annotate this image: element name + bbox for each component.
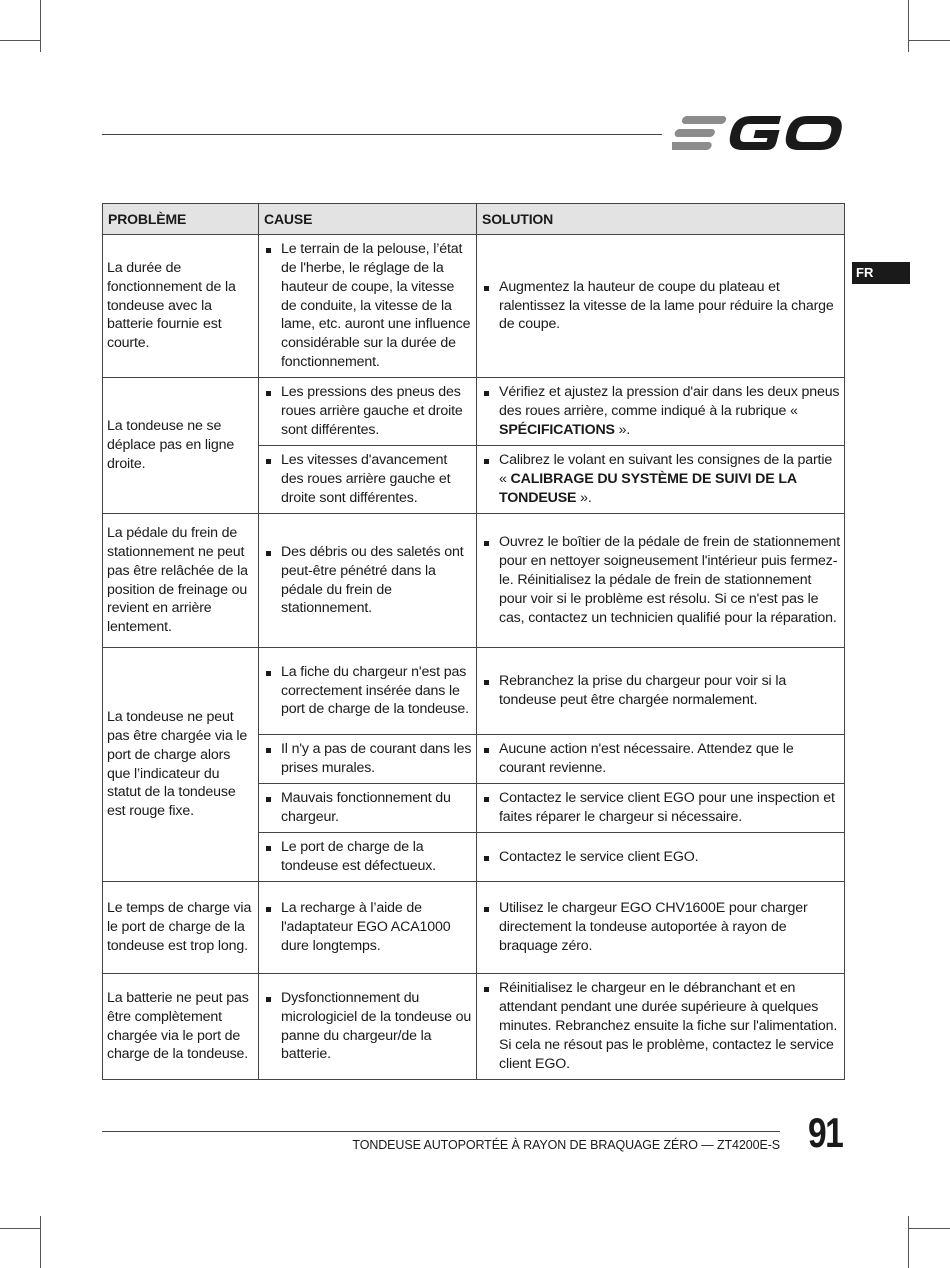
header-solution: SOLUTION	[477, 204, 845, 235]
crop-mark	[40, 0, 41, 52]
crop-mark	[40, 1216, 41, 1268]
bullet-icon	[266, 748, 271, 753]
crop-mark	[908, 0, 909, 52]
solution-text	[499, 451, 840, 508]
bullet-icon	[266, 997, 271, 1002]
solution-cell	[477, 974, 845, 1080]
table-row	[103, 378, 845, 446]
cause-text: Le port de charge de la tondeuse est défectueux.	[281, 839, 436, 874]
bullet-icon	[484, 987, 489, 992]
bullet-icon	[266, 551, 271, 556]
bullet-icon	[484, 748, 489, 753]
cause-cell	[259, 514, 477, 648]
bullet-icon	[266, 391, 271, 396]
bullet-icon	[266, 459, 271, 464]
bullet-icon	[484, 391, 489, 396]
header-rule	[102, 134, 662, 135]
bullet-icon	[484, 286, 489, 291]
bullet-icon	[266, 846, 271, 851]
header-cause: CAUSE	[259, 204, 477, 235]
cause-cell	[259, 446, 477, 514]
problem-cell: La batterie ne peut pas être complètement chargée via le port de charge de la tondeuse.	[103, 974, 259, 1080]
footer-rule	[102, 1131, 780, 1132]
solution-text: Aucune action n'est nécessaire. Attendez que le courant revienne.	[499, 741, 794, 776]
solution-text: Ouvrez le boîtier de la pédale de frein de stationnement pour en nettoyer soigneusement l'intérieur puis fermez-le. Réinitialisez la pédale de frein de stationnement pour voir si le problème est résolu. Si ce n'est pas le cas, contactez un technicien qualifié pour la réparation.	[499, 534, 840, 626]
table-row	[103, 648, 845, 735]
solution-cell	[477, 446, 845, 514]
solution-text: Réinitialisez le chargeur en le débranchant et en attendant pendant une durée supérieure à quelques minutes. Rebranchez ensuite la fiche sur l'alimentation. Si cela ne résout pas le problème, contactez le service client EGO.	[499, 980, 838, 1072]
bullet-icon	[484, 797, 489, 802]
crop-mark	[0, 1228, 40, 1229]
cause-cell	[259, 378, 477, 446]
table-row	[103, 974, 845, 1080]
cause-cell	[259, 974, 477, 1080]
header-problem: PROBLÈME	[103, 204, 259, 235]
cause-cell	[259, 235, 477, 378]
solution-reference: SPÉCIFICATIONS	[499, 421, 615, 438]
solution-cell	[477, 514, 845, 648]
solution-text: Contactez le service client EGO.	[499, 848, 699, 865]
table-row	[103, 235, 845, 378]
solution-cell	[477, 784, 845, 833]
troubleshooting-table	[102, 203, 845, 1080]
solution-reference: CALIBRAGE DU SYSTÈME DE SUIVI DE LA TONDEUSE	[499, 471, 797, 506]
cause-cell	[259, 735, 477, 784]
bullet-icon	[484, 680, 489, 685]
bullet-icon	[484, 907, 489, 912]
cause-text: Les vitesses d'avancement des roues arrière gauche et droite sont différentes.	[281, 452, 451, 506]
solution-cell	[477, 235, 845, 378]
solution-cell	[477, 882, 845, 974]
page-number: 91	[808, 1109, 843, 1156]
problem-cell: Le temps de charge via le port de charge de la tondeuse est trop long.	[103, 882, 259, 974]
problem-cell: La tondeuse ne se déplace pas en ligne droite.	[103, 378, 259, 514]
solution-cell	[477, 378, 845, 446]
crop-mark	[908, 40, 950, 41]
solution-text-part: ».	[576, 489, 592, 506]
solution-text: Augmentez la hauteur de coupe du plateau et ralentissez la vitesse de la lame pour réduire la charge de coupe.	[499, 278, 834, 333]
cause-text: La fiche du chargeur n'est pas correctement insérée dans le port de charge de la tondeuse.	[281, 663, 469, 718]
solution-text-part: ».	[614, 421, 631, 438]
solution-cell	[477, 648, 845, 735]
footer-title: TONDEUSE AUTOPORTÉE À RAYON DE BRAQUAGE ZÉRO — ZT4200E-S	[352, 1138, 780, 1152]
bullet-icon	[266, 907, 271, 912]
cause-text: La recharge à l’aide de l'adaptateur EGO ACA1000 dure longtemps.	[281, 900, 451, 954]
crop-mark	[908, 1228, 950, 1229]
language-tab: FR	[852, 262, 910, 284]
solution-text	[499, 383, 840, 440]
solution-cell	[477, 833, 845, 882]
cause-text: Il n'y a pas de courant dans les prises murales.	[281, 741, 472, 776]
bullet-icon	[266, 248, 271, 253]
ego-logo	[672, 112, 844, 154]
solution-text: Contactez le service client EGO pour une inspection et faites réparer le chargeur si nécessaire.	[499, 790, 835, 825]
cause-cell	[259, 833, 477, 882]
table-row	[103, 514, 845, 648]
solution-text-part: Calibrez le volant en suivant les consignes de la partie «	[499, 452, 833, 488]
table-row	[103, 882, 845, 974]
bullet-icon	[484, 856, 489, 861]
crop-mark	[908, 1216, 909, 1268]
cause-text: Le terrain de la pelouse, l’état de l'herbe, le réglage de la hauteur de coupe, la vitesse de conduite, la vitesse de la lame, etc. auront une influence considérable sur la durée de fonctionnement.	[281, 240, 471, 371]
solution-text: Rebranchez la prise du chargeur pour voir si la tondeuse peut être chargée normalement.	[499, 673, 787, 708]
cause-text: Les pressions des pneus des roues arrière gauche et droite sont différentes.	[281, 384, 463, 438]
bullet-icon	[266, 797, 271, 802]
cause-cell	[259, 882, 477, 974]
cause-text: Mauvais fonctionnement du chargeur.	[281, 790, 451, 825]
problem-cell: La pédale du frein de stationnement ne peut pas être relâchée de la position de freinage ou revient en arrière lentement.	[103, 514, 259, 648]
problem-cell: La tondeuse ne peut pas être chargée via le port de charge alors que l’indicateur du statut de la tondeuse est rouge fixe.	[103, 648, 259, 882]
crop-mark	[0, 40, 40, 41]
cause-text: Dysfonctionnement du micrologiciel de la tondeuse ou panne du chargeur/de la batterie.	[281, 989, 472, 1063]
cause-cell	[259, 784, 477, 833]
cause-cell	[259, 648, 477, 735]
table-header-row	[103, 204, 845, 235]
problem-cell: La durée de fonctionnement de la tondeuse avec la batterie fournie est courte.	[103, 235, 259, 378]
solution-cell	[477, 735, 845, 784]
bullet-icon	[484, 459, 489, 464]
cause-text: Des débris ou des saletés ont peut-être pénétré dans la pédale du frein de stationnement.	[281, 543, 464, 617]
solution-text-part: Vérifiez et ajustez la pression d'air dans les deux pneus des roues arrière, comme indiqué à la rubrique «	[499, 384, 840, 420]
bullet-icon	[484, 541, 489, 546]
bullet-icon	[266, 671, 271, 676]
solution-text: Utilisez le chargeur EGO CHV1600E pour charger directement la tondeuse autoportée à rayon de braquage zéro.	[499, 900, 808, 954]
